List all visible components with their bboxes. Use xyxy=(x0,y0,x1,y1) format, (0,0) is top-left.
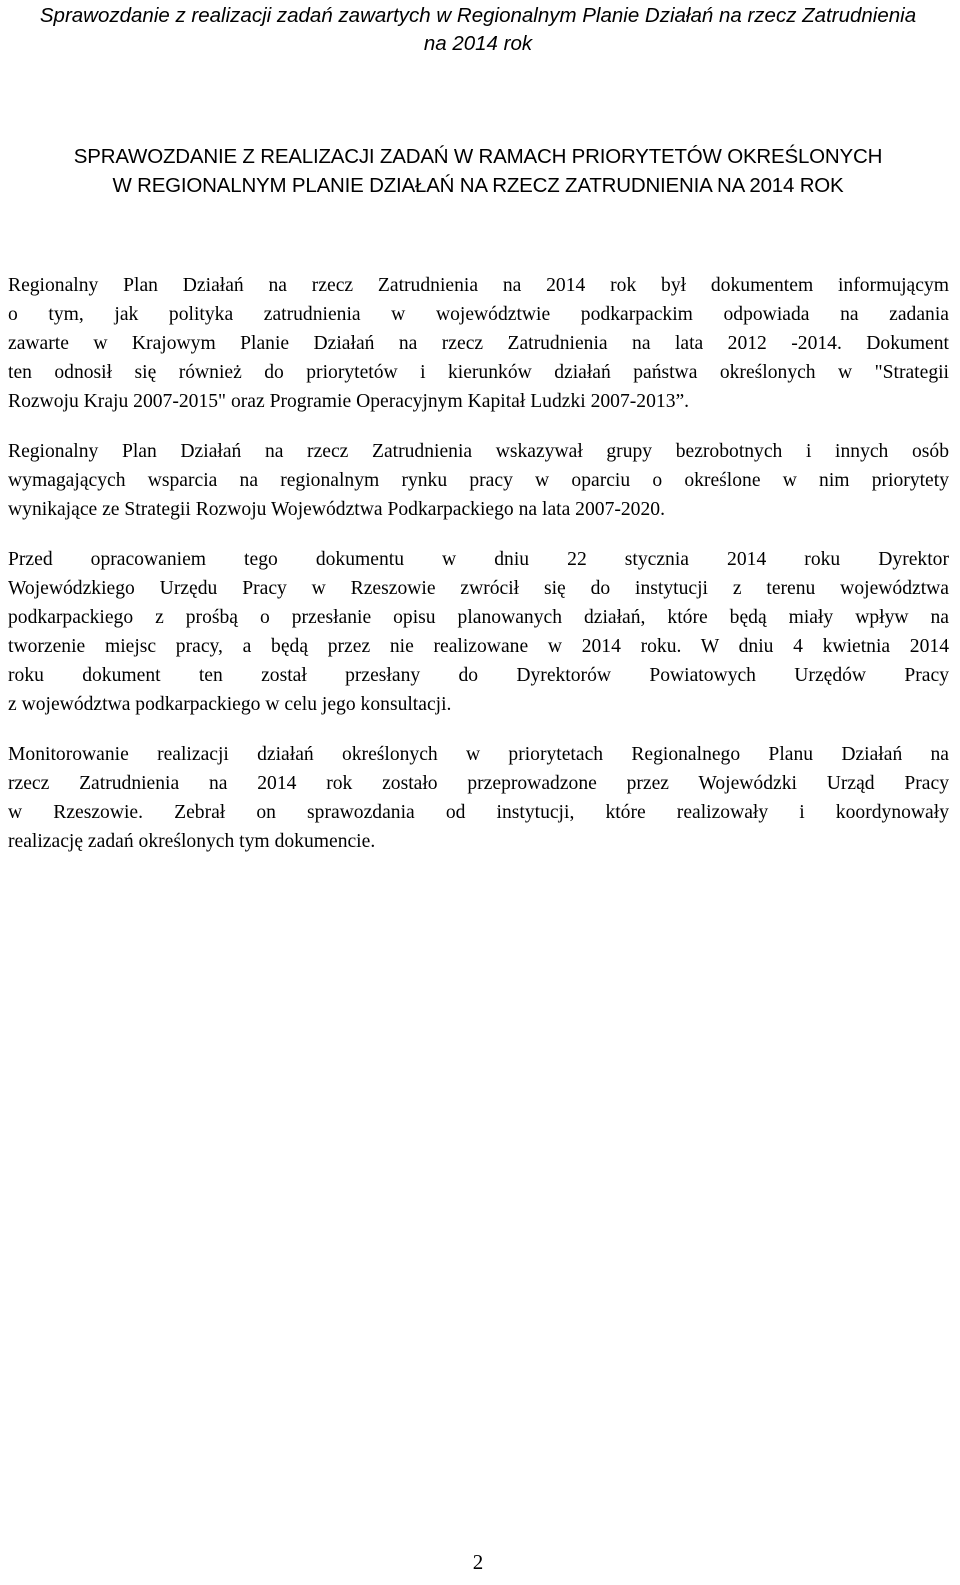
paragraph-4 xyxy=(8,740,949,856)
paragraph-line: w Rzeszowie. Zebrał on sprawozdania od instytucji, które realizowały i koordynowały xyxy=(8,802,949,823)
page-number: 2 xyxy=(472,1550,484,1574)
paragraph-2 xyxy=(8,437,949,524)
paragraph-3 xyxy=(8,545,949,719)
paragraph-line: Przed opracowaniem tego dokumentu w dniu 22 stycznia 2014 roku Dyrektor xyxy=(8,549,949,570)
paragraph-line: roku dokument ten został przesłany do Dyrektorów Powiatowych Urzędów Pracy xyxy=(8,665,949,686)
paragraph-line: Regionalny Plan Działań na rzecz Zatrudnienia na 2014 rok był dokumentem informującym xyxy=(8,275,949,296)
running-header xyxy=(8,2,948,58)
paragraph-line: Rozwoju Kraju 2007-2015" oraz Programie Operacyjnym Kapitał Ludzki 2007-2013”. xyxy=(8,391,690,412)
title-line-1: SPRAWOZDANIE Z REALIZACJI ZADAŃ W RAMACH PRIORYTETÓW OKREŚLONYCH xyxy=(73,145,883,168)
paragraph-line: Wojewódzkiego Urzędu Pracy w Rzeszowie zwrócił się do instytucji z terenu województwa xyxy=(8,578,949,599)
paragraph-line: zawarte w Krajowym Planie Działań na rzecz Zatrudnienia na lata 2012 -2014. Dokument xyxy=(8,333,949,354)
paragraph-line: o tym, jak polityka zatrudnienia w województwie podkarpackim odpowiada na zadania xyxy=(8,304,949,325)
paragraph-line: wymagających wsparcia na regionalnym rynku pracy w oparciu o określone w nim priorytety xyxy=(8,470,949,491)
paragraph-line: ten odnosił się również do priorytetów i kierunków działań państwa określonych w "Strategii xyxy=(8,362,949,383)
paragraph-line: Monitorowanie realizacji działań określonych w priorytetach Regionalnego Planu Działań na xyxy=(8,744,949,765)
title-line-2: W REGIONALNYM PLANIE DZIAŁAŃ NA RZECZ ZATRUDNIENIA NA 2014 ROK xyxy=(112,174,844,197)
paragraph-line: wynikające ze Strategii Rozwoju Województwa Podkarpackiego na lata 2007-2020. xyxy=(8,499,665,520)
document-title xyxy=(8,142,948,200)
body-text xyxy=(8,271,949,877)
running-header-line-2: na 2014 rok xyxy=(423,32,533,55)
paragraph-line: podkarpackiego z prośbą o przesłanie opisu planowanych działań, które będą miały wpływ na xyxy=(8,607,949,628)
running-header-line-1: Sprawozdanie z realizacji zadań zawartych w Regionalnym Planie Działań na rzecz Zatrudnienia xyxy=(39,4,917,27)
paragraph-line: z województwa podkarpackiego w celu jego konsultacji. xyxy=(8,694,452,715)
paragraph-line: tworzenie miejsc pracy, a będą przez nie realizowane w 2014 roku. W dniu 4 kwietnia 2014 xyxy=(8,636,949,657)
paragraph-line: Regionalny Plan Działań na rzecz Zatrudnienia wskazywał grupy bezrobotnych i innych osób xyxy=(8,441,949,462)
paragraph-1 xyxy=(8,271,949,416)
paragraph-line: realizację zadań określonych tym dokumencie. xyxy=(8,831,376,852)
paragraph-line: rzecz Zatrudnienia na 2014 rok zostało przeprowadzone przez Wojewódzki Urząd Pracy xyxy=(8,773,949,794)
